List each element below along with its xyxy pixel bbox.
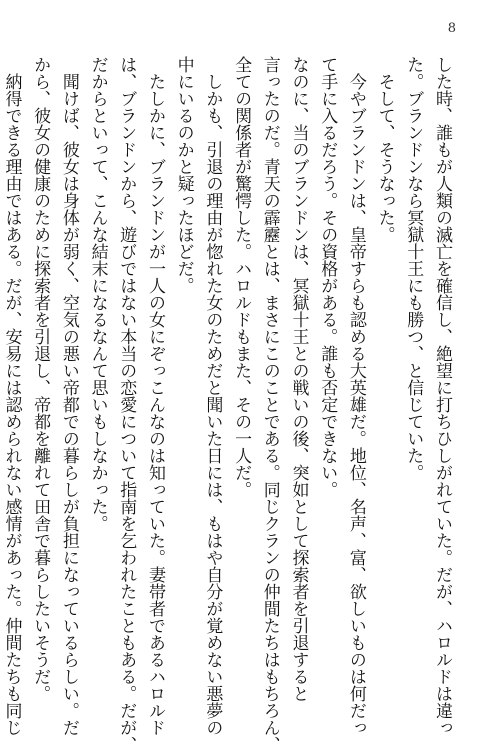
text-column: なのに、当のブランドンは、冥獄十王との戦いの後、突如として探索者を引退すると: [288, 56, 309, 702]
text-column: 全ての関係者が驚愕した。ハロルドもまた、その一人だ。: [231, 56, 252, 498]
body-text: [1, 56, 456, 753]
text-column: 中にいるのかと疑ったほどだ。: [173, 56, 194, 294]
text-column: 聞けば、彼女は身体が弱く、空気の悪い帝都での暮らしが負担になっているらしい。だ: [58, 73, 79, 736]
text-column: 納得できる理由ではある。だが、安易には認められない感情があった。仲間たちも同じ: [1, 73, 22, 736]
text-column: そして、そうなった。: [374, 73, 395, 243]
text-column: しかも、引退の理由が惚れた女のためだと聞いた日には、もはや自分が覚めない悪夢の: [202, 73, 223, 736]
text-column: だからといって、こんな結末になるなんて思いもしなかった。: [87, 56, 108, 532]
text-column: て手に入るだろう。その資格がある。誰も否定できない。: [317, 56, 338, 498]
text-column: 言ったのだ。青天の霹靂とは、まさにこのことである。同じクランの仲間たちはもちろん、: [259, 56, 280, 753]
text-column: 今やブランドンは、皇帝すらも認める大英雄だ。地位、名声、富、欲しいものは何だっ: [345, 73, 366, 736]
text-column: から、彼女の健康のために探索者を引退し、帝都を離れて田舎で暮らしたいそうだ。: [30, 56, 51, 702]
text-column: た。ブランドンなら冥獄十王にも勝つ、と信じていた。: [403, 56, 424, 481]
text-column: した時、誰もが人類の滅亡を確信し、絶望に打ちひしがれていた。だが、ハロルドは違っ: [432, 56, 452, 736]
text-column: は、ブランドンから、遊びではない本当の恋愛について指南を乞われたこともある。だが、: [116, 56, 137, 753]
text-column: たしかに、ブランドンが一人の女にぞっこんなのは知っていた。妻帯者であるハロルド: [144, 73, 165, 736]
page-number: 8: [447, 21, 456, 36]
